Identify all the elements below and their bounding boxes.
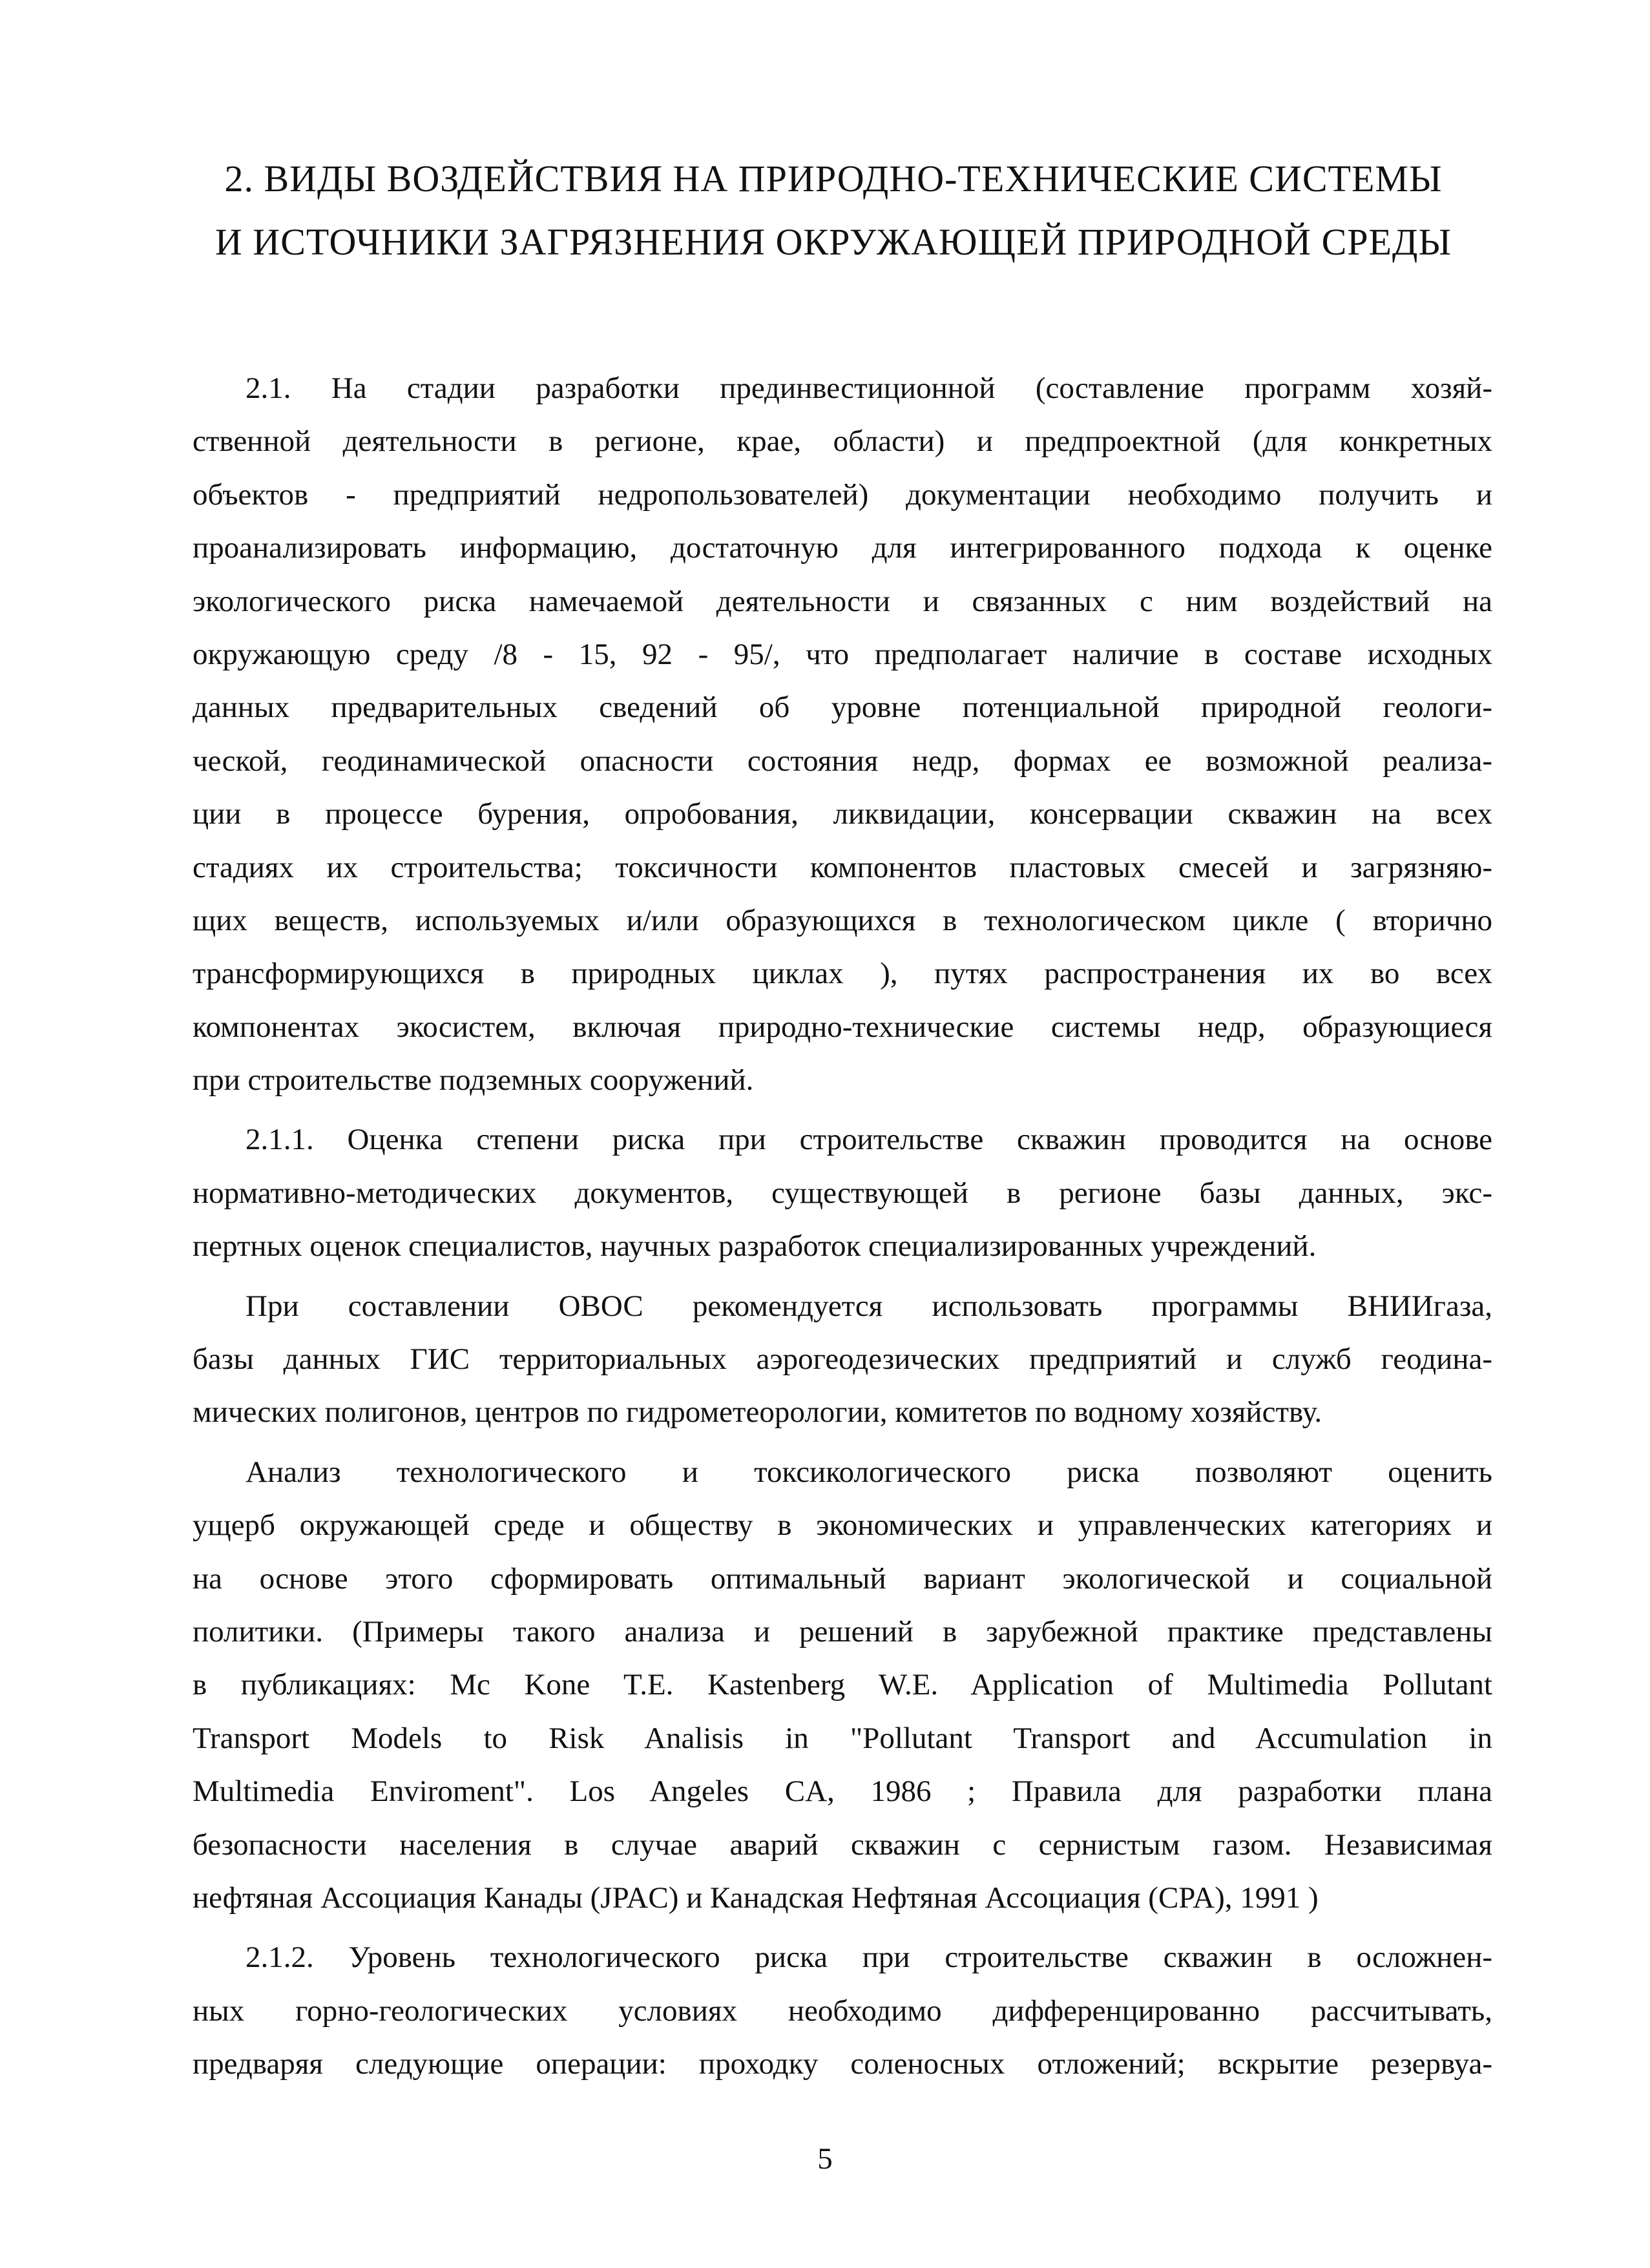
text-line: Анализ технологического и токсикологического риска позволяют оценить	[245, 1455, 1492, 1489]
text-line: 2.1.1. Оценка степени риска при строительстве скважин проводится на основе	[245, 1123, 1492, 1157]
text-line: Transport Models to Risk Analisis in "Pollutant Transport and Accumulation in	[193, 1721, 1492, 1755]
text-line: 2.1.2. Уровень технологического риска при строительстве скважин в осложнен-	[245, 1940, 1492, 1975]
text-line: 2.1. На стадии разработки прединвестиционной (составление программ хозяй-	[245, 371, 1492, 405]
text-line: компонентах экосистем, включая природно-технические системы недр, образующиеся	[193, 1010, 1492, 1044]
text-line: мических полигонов, центров по гидрометеорологии, комитетов по водному хозяйству.	[193, 1395, 1322, 1430]
paragraph-2-1	[193, 362, 1492, 1107]
text-line: политики. (Примеры такого анализа и решений в зарубежной практике представлены	[193, 1614, 1492, 1649]
text-line: стадиях их строительства; токсичности компонентов пластовых смесей и загрязняю-	[193, 850, 1492, 884]
document-body	[193, 362, 1492, 2091]
text-line: проанализировать информацию, достаточную для интегрированного подхода к оценке	[193, 531, 1492, 565]
text-line: нормативно-методических документов, существующей в регионе базы данных, экс-	[193, 1176, 1492, 1210]
section-heading	[194, 147, 1473, 274]
paragraph-2-1-2	[193, 1931, 1492, 2090]
text-line: экологического риска намечаемой деятельности и связанных с ним воздействий на	[193, 584, 1492, 618]
text-line: на основе этого сформировать оптимальный вариант экологической и социальной	[193, 1561, 1492, 1596]
page-number: 5	[817, 2142, 833, 2176]
paragraph-risk-analysis	[193, 1446, 1492, 1925]
text-line: ческой, геодинамической опасности состояния недр, формах ее возможной реализа-	[193, 744, 1492, 778]
text-line: безопасности населения в случае аварий скважин с сернистым газом. Независимая	[193, 1827, 1492, 1862]
text-line: при строительстве подземных сооружений.	[193, 1063, 754, 1098]
heading-line-1: 2. ВИДЫ ВОЗДЕЙСТВИЯ НА ПРИРОДНО-ТЕХНИЧЕСКИЕ СИСТЕМЫ	[224, 158, 1443, 200]
text-line: базы данных ГИС территориальных аэрогеодезических предприятий и служб геодина-	[193, 1342, 1492, 1377]
text-line: трансформирующихся в природных циклах ), путях распространения их во всех	[193, 957, 1492, 991]
paragraph-ovos	[193, 1280, 1492, 1439]
text-line: Multimedia Enviroment". Los Angeles CA, 1986 ; Правила для разработки плана	[193, 1774, 1492, 1809]
paragraph-2-1-1	[193, 1113, 1492, 1273]
text-line: окружающую среду /8 - 15, 92 - 95/, что предполагает наличие в составе исходных	[193, 637, 1492, 671]
text-line: ущерб окружающей среде и обществу в экономических и управленческих категориях и	[193, 1508, 1492, 1543]
text-line: пертных оценок специалистов, научных разработок специализированных учреждений.	[193, 1229, 1317, 1264]
text-line: При составлении ОВОС рекомендуется использовать программы ВНИИгаза,	[245, 1289, 1492, 1323]
text-line: нефтяная Ассоциация Канады (JPAC) и Канадская Нефтяная Ассоциация (CPA), 1991 )	[193, 1880, 1319, 1915]
heading-line-2: И ИСТОЧНИКИ ЗАГРЯЗНЕНИЯ ОКРУЖАЮЩЕЙ ПРИРОДНОЙ СРЕДЫ	[214, 221, 1452, 263]
text-line: объектов - предприятий недропользователей) документации необходимо получить и	[193, 477, 1492, 512]
text-line: данных предварительных сведений об уровне потенциальной природной геологи-	[193, 691, 1492, 725]
text-line: предваряя следующие операции: проходку соленосных отложений; вскрытие резервуа-	[193, 2047, 1492, 2081]
text-line: в публикациях: Mc Kone T.E. Kastenberg W.E. Application of Multimedia Pollutant	[193, 1668, 1492, 1702]
text-line: ции в процессе бурения, опробования, ликвидации, консервации скважин на всех	[193, 797, 1492, 831]
text-line: ственной деятельности в регионе, крае, области) и предпроектной (для конкретных	[193, 424, 1492, 459]
text-line: щих веществ, используемых и/или образующихся в технологическом цикле ( вторично	[193, 903, 1492, 937]
text-line: ных горно-геологических условиях необходимо дифференцированно рассчитывать,	[193, 1993, 1492, 2028]
